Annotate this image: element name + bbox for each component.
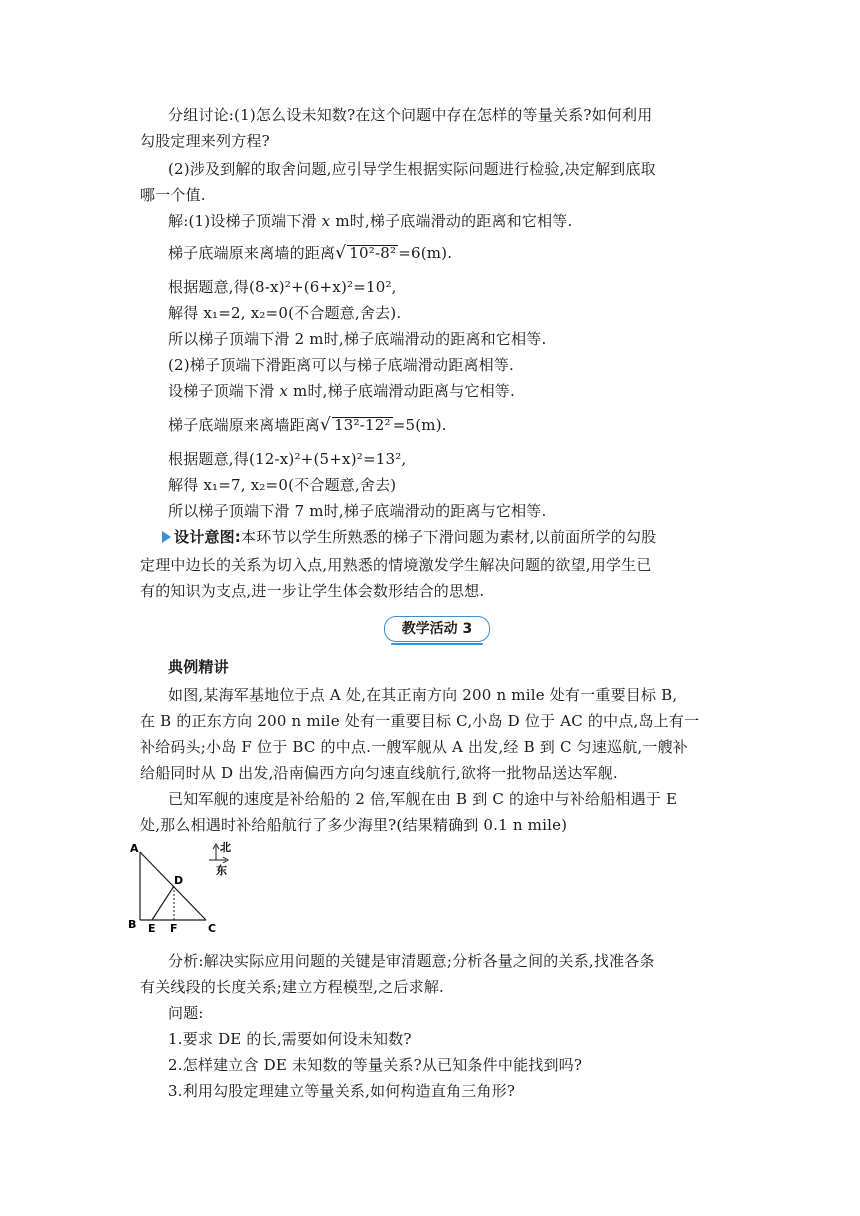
triangle-marker-icon	[162, 531, 171, 543]
solution-text: m时,梯子底端滑动的距离和它相等.	[335, 212, 573, 230]
question-2: 2.怎样建立含 DE 未知数的等量关系?从已知条件中能找到吗?	[168, 1056, 583, 1074]
solution-line-8	[168, 414, 447, 435]
design-intent-label: 设计意图:	[174, 528, 241, 546]
design-intent-line-1	[162, 526, 656, 547]
solution-line-9: 根据题意,得(12-x)²+(5+x)²=13²,	[168, 450, 407, 468]
design-intent-text: 本环节以学生所熟悉的梯子下滑问题为素材,以前面所学的勾股	[241, 528, 657, 546]
variable-x: x	[321, 212, 331, 230]
example-line-5: 已知军舰的速度是补给船的 2 倍,军舰在由 B 到 C 的途中与补给船相遇于 E	[168, 790, 678, 808]
example-line-2: 在 B 的正东方向 200 n mile 处有一重要目标 C,小岛 D 位于 AC 的中点,岛上有一	[140, 712, 700, 730]
activity-badge: 教学活动 3	[384, 616, 490, 642]
example-line-6: 处,那么相遇时补给船航行了多少海里?(结果精确到 0.1 n mile)	[140, 816, 568, 834]
analysis-line-2: 有关线段的长度关系;建立方程模型,之后求解.	[140, 978, 444, 996]
geometry-figure	[128, 840, 258, 940]
solution-text: 梯子底端原来离墙距离	[168, 416, 321, 434]
analysis-line-1: 分析:解决实际应用问题的关键是审清题意;分析各量之间的关系,找准各条	[168, 952, 655, 970]
variable-x: x	[279, 382, 289, 400]
example-line-4: 给船同时从 D 出发,沿南偏西方向匀速直线航行,欲将一批物品送达军舰.	[140, 764, 618, 782]
radicand: 13²-12²	[334, 416, 391, 434]
example-line-1: 如图,某海军基地位于点 A 处,在其正南方向 200 n mile 处有一重要目标 B,	[168, 686, 678, 704]
point-label-f: F	[170, 922, 178, 935]
design-intent-line-2: 定理中边长的关系为切入点,用熟悉的情境激发学生解决问题的欲望,用学生已	[140, 556, 652, 574]
question-3: 3.利用勾股定理建立等量关系,如何构造直角三角形?	[168, 1082, 516, 1100]
solution-line-3: 根据题意,得(8-x)²+(6+x)²=10²,	[168, 278, 397, 296]
radicand: 10²-8²	[349, 244, 397, 262]
solution-line-4: 解得 x₁=2, x₂=0(不合题意,舍去).	[168, 304, 402, 322]
solution-line-2	[168, 242, 452, 263]
segment-de	[152, 886, 174, 920]
north-label: 北	[220, 841, 231, 854]
point-label-e: E	[148, 922, 156, 935]
discussion-line-1: 分组讨论:(1)怎么设未知数?在这个问题中存在怎样的等量关系?如何利用	[168, 106, 653, 124]
discussion-line-3: (2)涉及到解的取舍问题,应引导学生根据实际问题进行检验,决定解到底取	[168, 160, 656, 178]
point-label-a: A	[130, 842, 139, 855]
solution-line-6: (2)梯子顶端下滑距离可以与梯子底端滑动距离相等.	[168, 356, 515, 374]
solution-text: m时,梯子底端滑动距离与它相等.	[293, 382, 515, 400]
question-1: 1.要求 DE 的长,需要如何设未知数?	[168, 1030, 412, 1048]
point-label-c: C	[208, 922, 217, 935]
point-label-b: B	[128, 918, 137, 931]
east-label: 东	[216, 864, 227, 877]
discussion-line-4: 哪一个值.	[140, 186, 206, 204]
sqrt-icon: √	[335, 243, 347, 263]
discussion-line-2: 勾股定理来列方程?	[140, 132, 270, 150]
solution-text: =6(m).	[398, 244, 453, 262]
questions-heading: 问题:	[168, 1004, 204, 1022]
example-line-3: 补给码头;小岛 F 位于 BC 的中点.一艘军舰从 A 出发,经 B 到 C 匀速巡航,一艘补	[140, 738, 688, 756]
solution-line-5: 所以梯子顶端下滑 2 m时,梯子底端滑动的距离和它相等.	[168, 330, 547, 348]
solution-text: 梯子底端原来离墙的距离	[168, 244, 336, 262]
solution-line-10: 解得 x₁=7, x₂=0(不合题意,舍去)	[168, 476, 397, 494]
sqrt-icon: √	[320, 415, 332, 435]
section-heading: 典例精讲	[168, 658, 229, 676]
design-intent-line-3: 有的知识为支点,进一步让学生体会数形结合的思想.	[140, 582, 485, 600]
point-label-d: D	[174, 874, 184, 887]
solution-line-11: 所以梯子顶端下滑 7 m时,梯子底端滑动的距离与它相等.	[168, 502, 547, 520]
solution-text: =5(m).	[392, 416, 447, 434]
solution-text: 解:(1)设梯子顶端下滑	[168, 212, 317, 230]
solution-text: 设梯子顶端下滑	[168, 382, 275, 400]
segment-ac	[140, 852, 206, 920]
solution-line-7	[168, 380, 515, 401]
solution-line-1	[168, 210, 572, 231]
